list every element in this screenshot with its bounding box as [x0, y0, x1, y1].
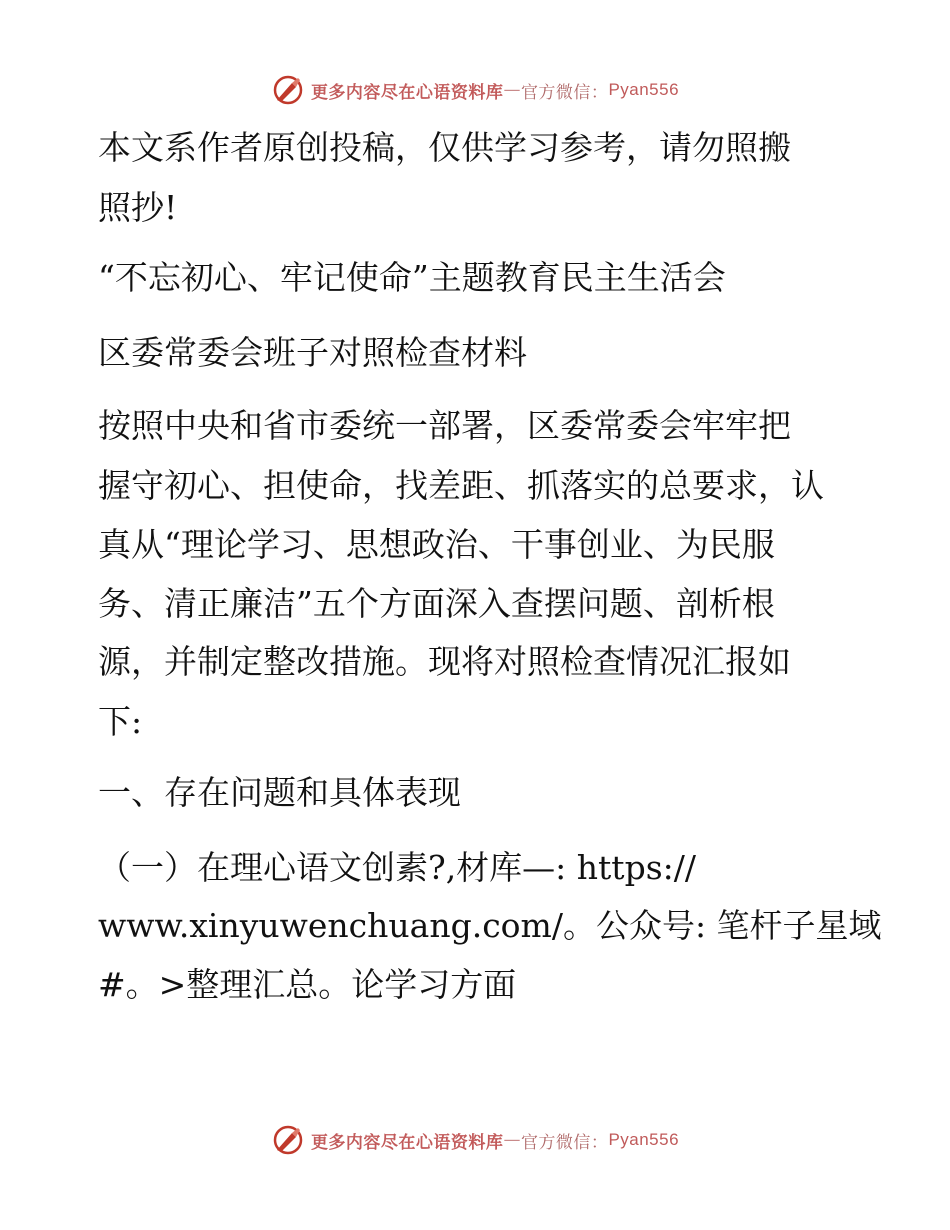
banner-sub-text: 官方微信： [520, 82, 609, 103]
header-watermark-banner [0, 70, 950, 110]
paragraph-line-6: 下: [98, 702, 143, 741]
pen-nib-logo-icon [271, 1123, 305, 1157]
banner-wechat-id: Pyan556 [608, 80, 680, 99]
pen-nib-logo-icon [271, 73, 305, 107]
paragraph-line-5: 源，并制定整改措施。现将对照检查情况汇报如 [98, 642, 791, 681]
paragraph-line-3: 真从“理论学习、思想政治、干事创业、为民服 [98, 525, 775, 564]
banner-dash: — [503, 80, 521, 100]
paragraph-line-2: 握守初心、担使命，找差距、抓落实的总要求，认 [98, 466, 824, 505]
disclaimer-line-1: 本文系作者原创投稿，仅供学习参考，请勿照搬 [98, 128, 791, 167]
banner-dash: — [503, 1130, 521, 1150]
subsection-line-1: （一）在理心语文创素?,材库—: https:// [98, 848, 696, 887]
footer-watermark-banner [0, 1120, 950, 1160]
subsection-line-3: #。>整理汇总。论学习方面 [98, 965, 517, 1004]
section-heading: 一、存在问题和具体表现 [98, 773, 461, 812]
subsection-line-2: www.xinyuwenchuang.com/。公众号: 笔杆子星域 [98, 906, 882, 945]
disclaimer-line-2: 照抄! [98, 188, 178, 227]
banner-sub-text: 官方微信： [520, 1132, 609, 1153]
banner-main-text: 更多内容尽在心语资料库 [310, 82, 504, 103]
banner-main-text: 更多内容尽在心语资料库 [310, 1132, 504, 1153]
paragraph-line-1: 按照中央和省市委统一部署，区委常委会牢牢把 [98, 406, 791, 445]
document-title: “不忘初心、牢记使命”主题教育民主生活会 [98, 258, 726, 297]
document-subtitle: 区委常委会班子对照检查材料 [98, 333, 527, 372]
paragraph-line-4: 务、清正廉洁”五个方面深入查摆问题、剖析根 [98, 584, 775, 623]
banner-wechat-id: Pyan556 [608, 1130, 680, 1149]
